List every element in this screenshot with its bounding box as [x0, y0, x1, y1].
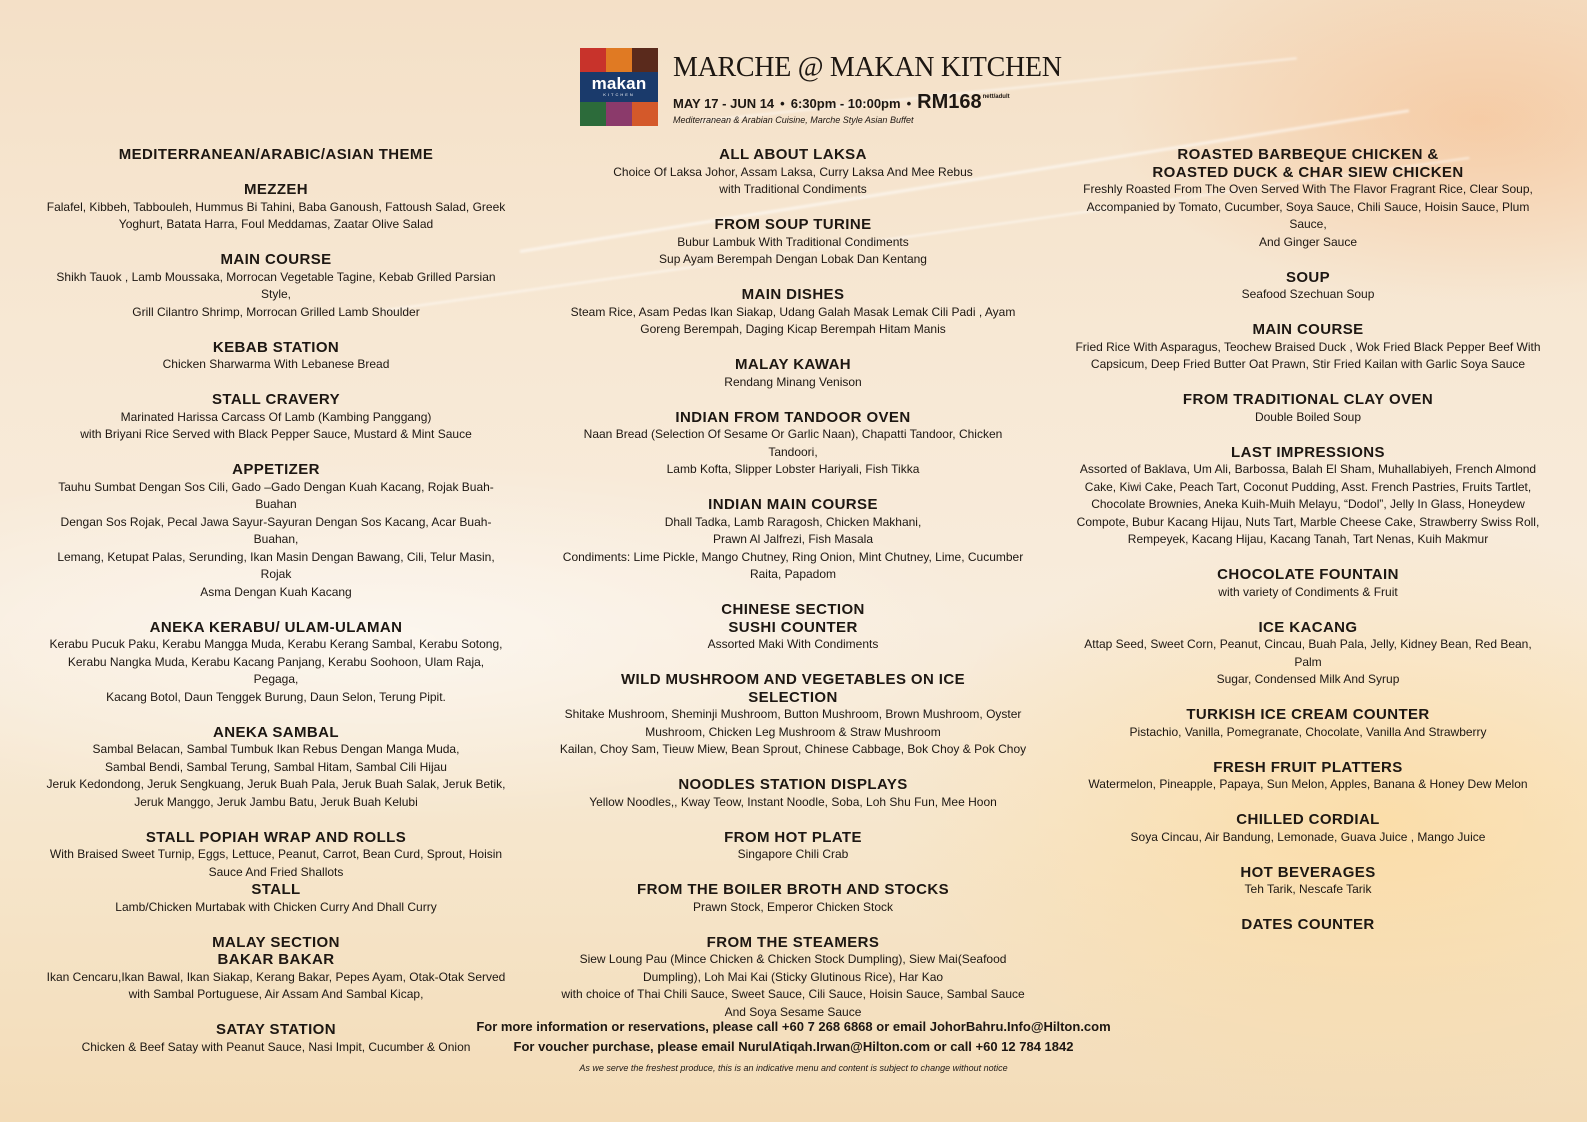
section-heading: STALL CRAVERY: [212, 391, 340, 408]
menu-item-line: Lamb/Chicken Murtabak with Chicken Curry And Dhall Curry: [115, 899, 437, 914]
section-heading: ROASTED BARBEQUE CHICKEN &: [1177, 146, 1439, 163]
menu-item-line: Prawn Stock, Emperor Chicken Stock: [692, 899, 894, 914]
menu-item-line: Sambal Belacan, Sambal Tumbuk Ikan Rebus Dengan Manga Muda,: [92, 742, 460, 756]
menu-item-line: Freshly Roasted From The Oven Served With The Flavor Fragrant Rice, Clear Soup,: [1083, 182, 1533, 196]
menu-item-line: Steam Rice, Asam Pedas Ikan Siakap, Udang Galah Masak Lemak Cili Padi , Ayam: [570, 304, 1016, 319]
menu-item-line: Ikan Cencaru,Ikan Bawal, Ikan Siakap, Kerang Bakar, Pepes Ayam, Otak-Otak Served: [46, 969, 506, 984]
section-heading: SELECTION: [748, 688, 838, 706]
menu-section: [559, 689, 1027, 759]
section-heading: BAKAR BAKAR: [217, 951, 335, 968]
menu-item-line: Prawn Al Jalfrezi, Fish Masala: [712, 532, 874, 546]
menu-item-line: Double Boiled Soup: [1254, 409, 1362, 424]
reservation-info: For more information or reservations, please call +60 7 268 6868 or email JohorBahru.Info@Hilton.com: [476, 1019, 1111, 1034]
event-time: 6:30pm - 10:00pm: [790, 96, 901, 111]
menu-item-line: Asma Dengan Kuah Kacang: [200, 584, 352, 599]
section-heading: CHILLED CORDIAL: [1236, 811, 1380, 828]
menu-item-line: Shikh Tauok , Lamb Moussaka, Morrocan Vegetable Tagine, Kebab Grilled Parsian Style,: [56, 269, 496, 301]
section-heading: DATES COUNTER: [1241, 916, 1375, 933]
menu-section: [45, 461, 507, 601]
menu-column-right: [1070, 146, 1546, 951]
menu-section: [1070, 864, 1546, 899]
menu-item-line: Fried Rice With Asparagus, Teochew Braised Duck , Wok Fried Black Pepper Beef With: [1075, 339, 1541, 354]
section-heading: LAST IMPRESSIONS: [1231, 443, 1385, 461]
menu-item-line: Chicken & Beef Satay with Peanut Sauce, Nasi Impit, Cucumber & Onion: [81, 1039, 471, 1054]
section-heading: FROM SOUP TURINE: [714, 216, 872, 233]
section-heading: NOODLES STATION DISPLAYS: [678, 776, 908, 793]
menu-item-line: Assorted Maki With Condiments: [707, 637, 879, 651]
section-heading: APPETIZER: [232, 461, 320, 478]
menu-column-left: [45, 146, 507, 1074]
menu-item-line: Siew Loung Pau (Mince Chicken & Chicken Stock Dumpling), Siew Mai(Seafood: [579, 952, 1007, 966]
section-heading: ALL ABOUT LAKSA: [719, 146, 867, 163]
menu-section: [45, 146, 507, 164]
section-heading: FROM THE STEAMERS: [706, 933, 880, 951]
section-heading: MEDITERRANEAN/ARABIC/ASIAN THEME: [118, 146, 434, 163]
event-subtitle: Mediterranean & Arabian Cuisine, Marche Style Asian Buffet: [673, 115, 914, 125]
menu-section: [1070, 269, 1546, 304]
menu-section: [1070, 619, 1546, 689]
menu-item-line: with Briyani Rice Served with Black Pepper Sauce, Mustard & Mint Sauce: [80, 427, 472, 441]
menu-section: [559, 146, 1027, 199]
menu-column-middle: [559, 146, 1027, 1039]
menu-item-line: Soya Cincau, Air Bandung, Lemonade, Guava Juice , Mango Juice: [1130, 829, 1486, 844]
menu-item-line: Yoghurt, Batata Harra, Foul Meddamas, Zaatar Olive Salad: [118, 217, 434, 231]
menu-section: [45, 251, 507, 321]
event-price: RM168: [917, 91, 982, 113]
menu-section: [1070, 759, 1546, 794]
section-heading: SATAY STATION: [216, 1021, 336, 1038]
section-heading: MAIN COURSE: [1252, 321, 1364, 338]
voucher-info: For voucher purchase, please email NurulAtiqah.Irwan@Hilton.com or call +60 12 784 1842: [513, 1039, 1074, 1054]
menu-section: [45, 724, 507, 812]
section-heading: INDIAN MAIN COURSE: [708, 496, 878, 513]
logo-wordmark: makan: [591, 74, 647, 93]
menu-section: [45, 391, 507, 444]
menu-item-line: Accompanied by Tomato, Cucumber, Soya Sauce, Chili Sauce, Hoisin Sauce, Plum Sauce,: [1086, 199, 1530, 231]
section-heading: STALL POPIAH WRAP AND ROLLS: [145, 828, 407, 846]
menu-section: [45, 881, 507, 916]
section-heading: ANEKA SAMBAL: [213, 723, 339, 741]
logo-tile: [580, 100, 606, 126]
menu-item-line: Kerabu Pucuk Paku, Kerabu Mangga Muda, Kerabu Kerang Sambal, Kerabu Sotong,: [49, 637, 503, 651]
menu-item-line: Tauhu Sumbat Dengan Sos Cili, Gado –Gado Dengan Kuah Kacang, Rojak Buah-Buahan: [58, 479, 494, 511]
menu-item-line: Naan Bread (Selection Of Sesame Or Garlic Naan), Chapatti Tandoor, Chicken Tandoori,: [583, 427, 1003, 459]
menu-section: [559, 286, 1027, 339]
bullet-separator: •: [906, 96, 912, 111]
price-note: nett/adult: [982, 94, 1010, 100]
menu-item-line: Sup Ayam Berempah Dengan Lobak Dan Kentang: [659, 252, 927, 266]
section-heading: CHOCOLATE FOUNTAIN: [1217, 566, 1399, 583]
logo-tile: [580, 48, 606, 74]
event-dates: MAY 17 - JUN 14: [673, 96, 775, 111]
menu-section: [559, 934, 1027, 1022]
section-heading: STALL: [251, 881, 301, 898]
menu-item-line: with choice of Thai Chili Sauce, Sweet Sauce, Cili Sauce, Hoisin Sauce, Sambal Sauce: [561, 987, 1025, 1001]
section-heading: FRESH FRUIT PLATTERS: [1213, 758, 1403, 776]
menu-item-line: Dhall Tadka, Lamb Raragosh, Chicken Makhani,: [664, 514, 922, 529]
menu-section: [559, 601, 1027, 619]
menu-item-line: And Ginger Sauce: [1258, 234, 1358, 249]
menu-item-line: Lemang, Ketupat Palas, Serunding, Ikan Masin Dengan Bawang, Cili, Telur Masin, Rojak: [57, 549, 495, 581]
menu-item-line: Teh Tarik, Nescafe Tarik: [1244, 882, 1372, 896]
menu-item-line: Capsicum, Deep Fried Butter Oat Prawn, Stir Fried Kailan with Garlic Soya Sauce: [1090, 357, 1526, 371]
logo-tile: [606, 100, 632, 126]
menu-item-line: Kerabu Nangka Muda, Kerabu Kacang Panjang, Kerabu Soohoon, Ulam Raja, Pegaga,: [67, 654, 485, 686]
menu-item-line: Kacang Botol, Daun Tenggek Burung, Daun Selon, Terung Pipit.: [106, 689, 446, 704]
menu-section: [45, 934, 507, 952]
menu-item-line: Singapore Chili Crab: [737, 847, 849, 861]
menu-item-line: Grill Cilantro Shrimp, Morrocan Grilled Lamb Shoulder: [132, 304, 420, 319]
menu-section: [559, 829, 1027, 864]
menu-section: [1070, 164, 1546, 252]
section-heading: INDIAN FROM TANDOOR OVEN: [675, 408, 911, 426]
menu-section: [559, 409, 1027, 479]
menu-item-line: Jeruk Kedondong, Jeruk Sengkuang, Jeruk Buah Pala, Jeruk Buah Salak, Jeruk Betik,: [46, 777, 506, 791]
menu-section: [1070, 146, 1546, 164]
menu-item-line: Rempeyek, Kacang Hijau, Kacang Tanah, Tart Nenas, Kuih Makmur: [1127, 532, 1489, 546]
menu-section: [559, 881, 1027, 916]
menu-section: [45, 339, 507, 374]
section-heading: WILD MUSHROOM AND VEGETABLES ON ICE: [621, 671, 965, 688]
menu-section: [1070, 706, 1546, 741]
section-heading: MALAY SECTION: [212, 933, 340, 951]
menu-item-line: with Sambal Portuguese, Air Assam And Sambal Kicap,: [128, 987, 424, 1001]
menu-section: [1070, 391, 1546, 426]
section-heading: KEBAB STATION: [212, 338, 340, 356]
menu-section: [45, 181, 507, 234]
menu-section: [559, 619, 1027, 654]
menu-item-line: Bubur Lambuk With Traditional Condiments: [677, 234, 909, 249]
menu-section: [45, 619, 507, 707]
menu-section: [1070, 444, 1546, 549]
menu-item-line: Seafood Szechuan Soup: [1241, 287, 1375, 301]
menu-item-line: Falafel, Kibbeh, Tabbouleh, Hummus Bi Tahini, Baba Ganoush, Fattoush Salad, Greek: [46, 199, 506, 214]
menu-item-line: Chicken Sharwarma With Lebanese Bread: [162, 357, 390, 371]
menu-section: [1070, 916, 1546, 934]
menu-section: [559, 496, 1027, 584]
menu-item-line: Dumpling), Loh Mai Kai (Sticky Glutinous Rice), Har Kao: [642, 969, 944, 984]
menu-item-line: Yellow Noodles,, Kway Teow, Instant Noodle, Soba, Loh Shu Fun, Mee Hoon: [589, 794, 997, 809]
menu-item-line: Condiments: Lime Pickle, Mango Chutney, Ring Onion, Mint Chutney, Lime, Cucumber: [562, 549, 1024, 564]
menu-item-line: Dengan Sos Rojak, Pecal Jawa Sayur-Sayuran Dengan Sos Kacang, Acar Buah-Buahan,: [60, 514, 492, 546]
section-heading: ANEKA KERABU/ ULAM-ULAMAN: [149, 618, 403, 636]
event-title: MARCHE @ MAKAN KITCHEN: [673, 52, 1062, 83]
menu-item-line: Sambal Bendi, Sambal Terung, Sambal Hitam, Sambal Cili Hijau: [105, 759, 447, 774]
disclaimer-note: As we serve the freshest produce, this is an indicative menu and content is subject to change without notice: [579, 1063, 1008, 1073]
menu-item-line: with Traditional Condiments: [719, 182, 867, 196]
section-heading: FROM HOT PLATE: [724, 828, 862, 846]
menu-section: [1070, 321, 1546, 374]
menu-item-line: Chocolate Brownies, Aneka Kuih-Muih Melayu, “Dodol”, Jelly In Glass, Honeydew: [1091, 497, 1525, 511]
menu-item-line: Raita, Papadom: [749, 567, 837, 581]
menu-section: [1070, 811, 1546, 846]
section-heading: FROM TRADITIONAL CLAY OVEN: [1182, 391, 1434, 408]
section-heading: MEZZEH: [243, 181, 309, 198]
section-heading: ROASTED DUCK & CHAR SIEW CHICKEN: [1152, 163, 1464, 181]
menu-item-line: Choice Of Laksa Johor, Assam Laksa, Curry Laksa And Mee Rebus: [613, 164, 973, 179]
menu-item-line: Compote, Bubur Kacang Hijau, Nuts Tart, Marble Cheese Cake, Strawberry Swiss Roll,: [1076, 514, 1540, 529]
logo-tile: [632, 100, 658, 126]
logo-band: [580, 72, 658, 102]
menu-section: [559, 671, 1027, 689]
menu-item-line: Marinated Harissa Carcass Of Lamb (Kambing Panggang): [120, 409, 432, 424]
menu-item-line: Cake, Kiwi Cake, Peach Tart, Coconut Pudding, Asst. French Pastries, Fruits Tartlet,: [1084, 479, 1532, 494]
menu-item-line: And Soya Sesame Sauce: [724, 1004, 862, 1019]
menu-section: [1070, 566, 1546, 601]
menu-section: [559, 216, 1027, 269]
menu-section: [45, 829, 507, 882]
menu-item-line: Rendang Minang Venison: [724, 374, 862, 389]
section-heading: FROM THE BOILER BROTH AND STOCKS: [637, 881, 949, 898]
menu-item-line: Sauce And Fried Shallots: [208, 864, 344, 879]
menu-item-line: With Braised Sweet Turnip, Eggs, Lettuce, Peanut, Carrot, Bean Curd, Sprout, Hoisin: [49, 847, 503, 861]
menu-section: [559, 776, 1027, 811]
menu-item-line: Mushroom, Chicken Leg Mushroom & Straw Mushroom: [645, 724, 941, 739]
menu-item-line: Jeruk Manggo, Jeruk Jambu Batu, Jeruk Buah Kelubi: [134, 794, 418, 809]
menu-item-line: Sugar, Condensed Milk And Syrup: [1216, 672, 1400, 686]
logo-subtext: KITCHEN: [603, 92, 635, 97]
event-info: [673, 52, 1062, 125]
logo-tile: [632, 48, 658, 74]
section-heading: CHINESE SECTION: [721, 601, 865, 618]
menu-item-line: Lamb Kofta, Slipper Lobster Hariyali, Fish Tikka: [666, 462, 920, 476]
contact-footer: [0, 1017, 1587, 1076]
section-heading: SOUP: [1285, 268, 1331, 286]
section-heading: HOT BEVERAGES: [1240, 863, 1376, 881]
menu-item-line: Watermelon, Pineapple, Papaya, Sun Melon, Apples, Banana & Honey Dew Melon: [1088, 777, 1528, 791]
section-heading: MAIN DISHES: [741, 286, 845, 303]
section-heading: ICE KACANG: [1258, 618, 1358, 636]
menu-section: [559, 356, 1027, 391]
menu-item-line: Kailan, Choy Sam, Tieuw Miew, Bean Sprout, Chinese Cabbage, Bok Choy & Pok Choy: [559, 742, 1027, 756]
section-heading: MAIN COURSE: [220, 251, 332, 268]
logo-tile: [606, 48, 632, 74]
menu-item-line: Goreng Berempah, Daging Kicap Berempah Hitam Manis: [640, 322, 946, 336]
menu-section: [45, 951, 507, 1004]
menu-item-line: with variety of Condiments & Fruit: [1218, 584, 1398, 599]
section-heading: TURKISH ICE CREAM COUNTER: [1186, 706, 1430, 723]
event-details: [673, 86, 1062, 115]
menu-item-line: Pistachio, Vanilla, Pomegranate, Chocolate, Vanilla And Strawberry: [1129, 724, 1487, 739]
menu-item-line: Assorted of Baklava, Um Ali, Barbossa, Balah El Sham, Muhallabiyeh, French Almond: [1079, 462, 1537, 476]
section-heading: MALAY KAWAH: [734, 356, 852, 373]
section-heading: SUSHI COUNTER: [728, 618, 858, 636]
menu-item-line: Attap Seed, Sweet Corn, Peanut, Cincau, Buah Pala, Jelly, Kidney Bean, Red Bean, Palm: [1084, 637, 1532, 669]
menu-item-line: Shitake Mushroom, Sheminji Mushroom, Button Mushroom, Brown Mushroom, Oyster: [564, 707, 1022, 721]
bullet-separator: •: [780, 96, 785, 111]
